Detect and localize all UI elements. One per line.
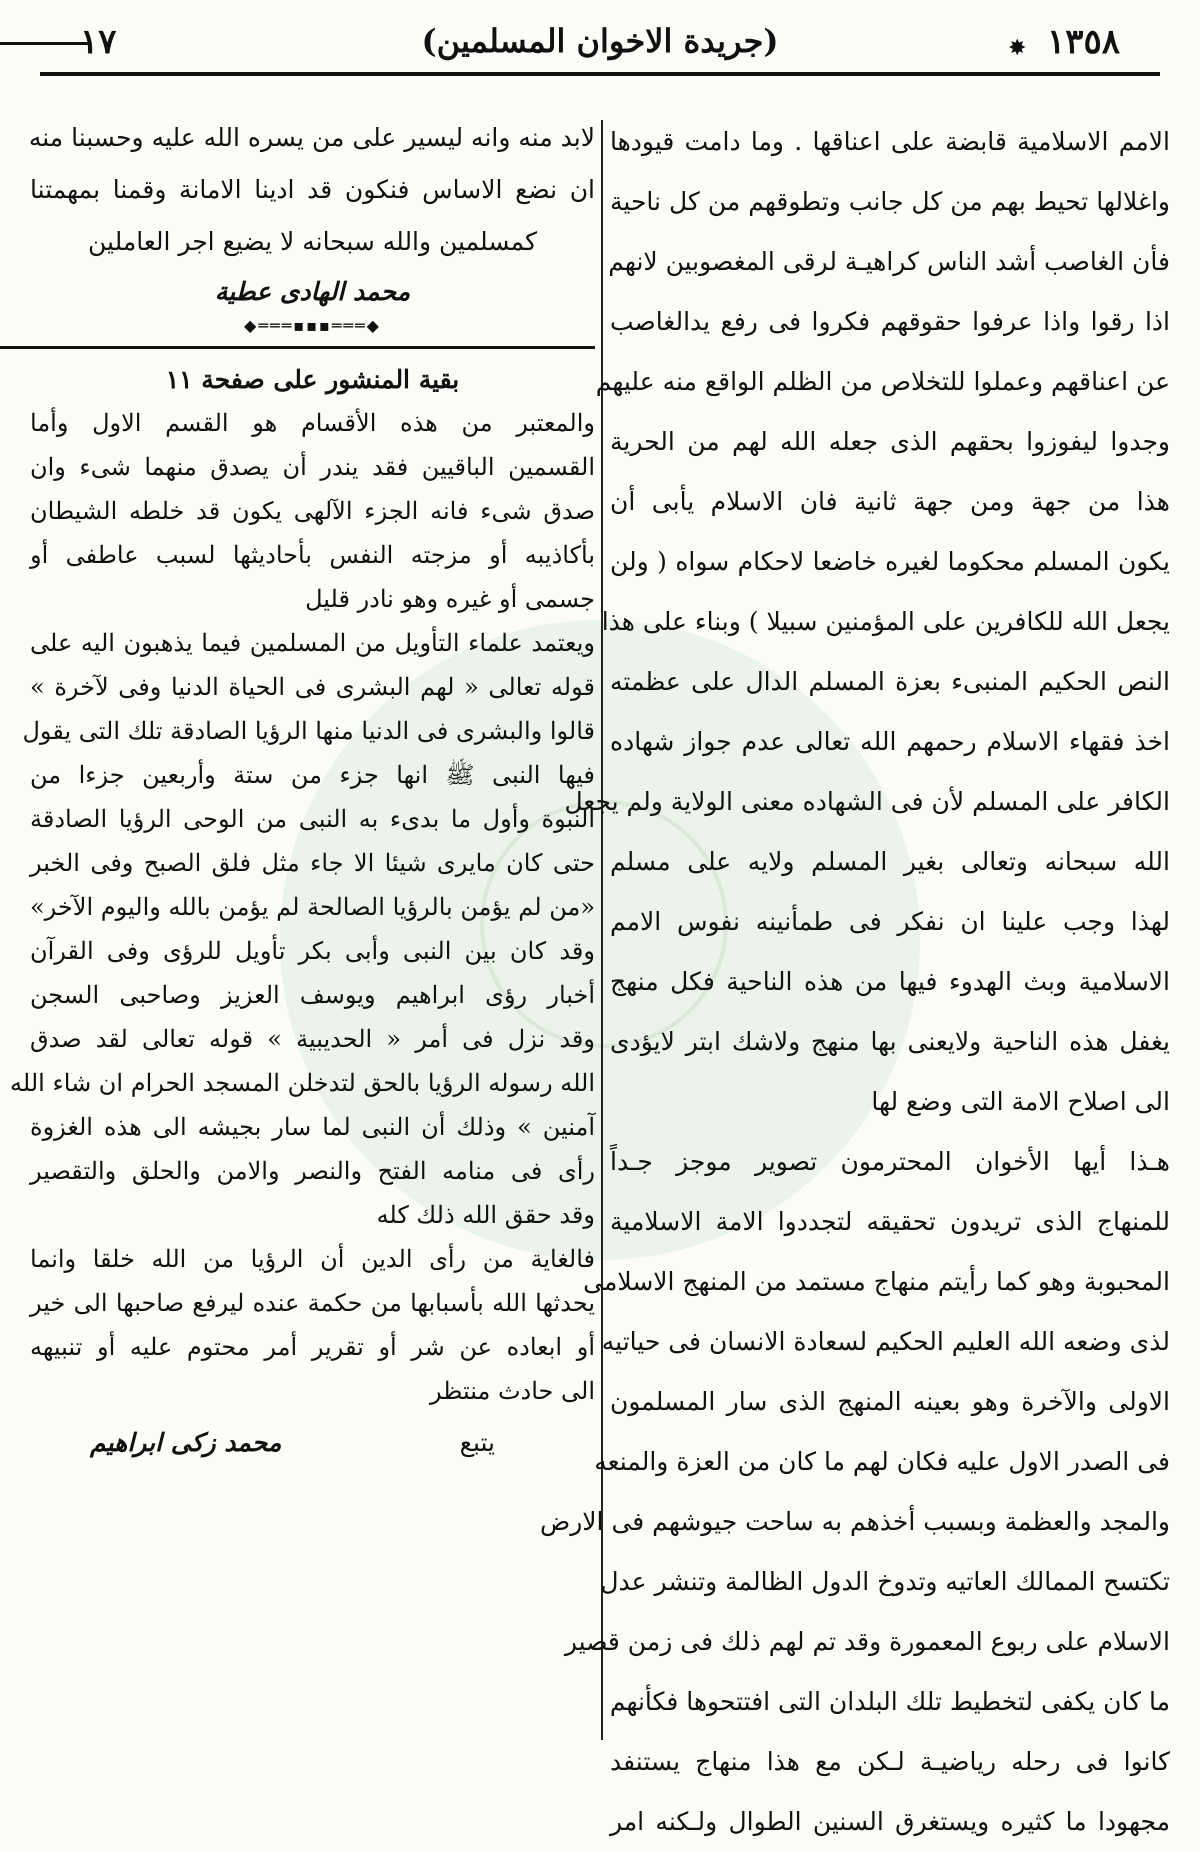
right-line: النص الحكيم المنبىء بعزة المسلم الدال على عظمته: [610, 667, 1170, 696]
header-star-icon: ✸: [1008, 36, 1027, 61]
right-line: الاسلامية وبث الهدوء فيها من هذه الناحية فكل منهج: [610, 967, 1170, 996]
right-line: اذا رقوا واذا عرفوا حقوقهم فكروا فى رفع يدالغاصب: [610, 307, 1170, 336]
article-line: صدق شىء فانه الجزء الآلهى يكون قد خلطه الشيطان: [30, 497, 595, 525]
right-line: للمنهاج الذى تريدون تحقيقه لتجددوا الامة الاسلامية: [610, 1207, 1170, 1236]
article-line: وقد حقق الله ذلك كله: [376, 1201, 595, 1229]
right-line: كانوا فى رحله رياضيـة لـكن مع هذا منهاج يستنفد: [610, 1747, 1170, 1776]
right-line: فأن الغاصب أشد الناس كراهيـة لرقى المغصوبين لانهم: [608, 247, 1170, 276]
right-line: هـذا أيها الأخوان المحترمون تصوير موجز جـداً: [610, 1147, 1170, 1176]
right-line: لهذا وجب علينا ان نفكر فى طمأنينه نفوس الامم: [610, 907, 1170, 936]
left-column: [10, 112, 596, 1473]
article-line: ويعتمد علماء التأويل من المسلمين فيما يذهبون اليه على: [30, 629, 595, 657]
article-footer: [30, 1413, 595, 1473]
right-line: الاسلام على ربوع المعمورة وقد تم لهم ذلك فى زمن قصير: [564, 1627, 1170, 1656]
right-line: الامم الاسلامية قابضة على اعناقها . وما دامت قيودها: [610, 127, 1170, 156]
right-line: ما كان يكفى لتخطيط تلك البلدان التى افتتحوها فكأنهم: [609, 1687, 1170, 1716]
article-line: آمنين » وذلك أن النبى لما سار بجيشه الى هذه الغزوة: [30, 1113, 595, 1141]
page-header: [40, 8, 1160, 76]
article-line: يحدثها الله بأسبابها من حكمة عنده ليرفع صاحبها الى خير: [30, 1289, 596, 1317]
ornament-divider: ◆═══▪▪▪═══◆: [244, 316, 381, 335]
section-divider: [0, 346, 595, 349]
continuation-heading: بقية المنشور على صفحة ١١: [165, 365, 460, 394]
article-line: قوله تعالى « لهم البشرى فى الحياة الدنيا وفى لآخرة »: [30, 673, 595, 701]
right-line: والمجد والعظمة وبسبب أخذهم به ساحت جيوشهم فى الارض: [540, 1507, 1170, 1536]
right-line: فى الصدر الاول عليه فكان لهم ما كان من العزة والمنعه: [594, 1447, 1170, 1476]
page-number: ١٧: [80, 22, 117, 62]
right-line: يغفل هذه الناحية ولايعنى بها منهج ولاشك ابتر لايؤدى: [610, 1027, 1170, 1056]
article-line: بأكاذيبه أو مزجته النفس بأحاديثها لسبب عاطفى أو: [30, 541, 595, 569]
left-intro-line: لابد منه وانه ليسير على من يسره الله عليه وحسبنا منه: [28, 123, 595, 152]
article-line: قالوا والبشرى فى الدنيا منها الرؤيا الصادقة تلك التى يقول: [22, 717, 595, 745]
header-year: ١٣٥٨: [1046, 22, 1120, 62]
continued-article: [10, 401, 596, 1413]
article-line: أو ابعاده عن شر أو تقرير أمر محتوم عليه أو تنبيهه: [30, 1333, 595, 1361]
left-intro-line: ان نضع الاساس فنكون قد ادينا الامانة وقمنا بمهمتنا: [30, 175, 595, 204]
article-line: الله رسوله الرؤيا بالحق لتدخلن المسجد الحرام ان شاء الله: [10, 1069, 595, 1097]
right-line: مجهودا ما كثيره ويستغرق السنين الطوال ولـكنه امر: [610, 1807, 1170, 1836]
right-column: [540, 112, 1170, 1852]
right-line: يكون المسلم محكوما لغيره خاضعا لاحكام سواه ( ولن: [610, 547, 1170, 576]
article-line: فالغاية من رأى الدين أن الرؤيا من الله خلقا وانما: [30, 1245, 595, 1273]
right-line: المحبوبة وهو كما رأيتم منهاج مستمد من المنهج الاسلامى: [583, 1267, 1170, 1296]
right-line: الاولى والآخرة وهو بعينه المنهج الذى سار المسلمون: [610, 1387, 1170, 1416]
article-line: وقد كان بين النبى وأبى بكر تأويل للرؤى وفى القرآن: [30, 937, 595, 965]
article-line: القسمين الباقيين فقد يندر أن يصدق منهما شىء وان: [30, 453, 595, 481]
right-line: الله سبحانه وتعالى بغير المسلم ولايه على مسلم: [610, 847, 1170, 876]
continued-label: يتبع: [459, 1428, 495, 1457]
left-intro-line: كمسلمين والله سبحانه لا يضيع اجر العاملين: [88, 227, 537, 256]
right-line: الكافر على المسلم لأن فى الشهاده معنى الولاية ولم يجعل: [564, 787, 1170, 816]
right-line: تكتسح الممالك العاتيه وتدوخ الدول الظالمة وتنشر عدل: [600, 1567, 1170, 1596]
article-author: محمد زكى ابراهيم: [90, 1428, 282, 1457]
article-line: جسمى أو غيره وهو نادر قليل: [305, 585, 595, 613]
article-line: والمعتبر من هذه الأقسام هو القسم الاول وأما: [30, 409, 595, 437]
right-line: يجعل الله للكافرين على المؤمنين سبيلا ) وبناء على هذا: [601, 607, 1170, 636]
article-line: حتى كان مايرى شيئا الا جاء مثل فلق الصبح وفى الخبر: [30, 849, 595, 877]
article-line: وقد نزل فى أمر « الحديبية » قوله تعالى لقد صدق: [30, 1025, 595, 1053]
article-line: «من لم يؤمن بالرؤيا الصالحة لم يؤمن بالله واليوم الآخر»: [30, 893, 596, 921]
article-signature: محمد الهادى عطية: [214, 277, 411, 306]
right-line: هذا من جهة ومن جهة ثانية فان الاسلام يأبى أن: [610, 487, 1170, 516]
right-line: لذى وضعه الله العليم الحكيم لسعادة الانسان فى حياتيه: [601, 1327, 1170, 1356]
right-line: اخذ فقهاء الاسلام رحمهم الله تعالى عدم جواز شهاده: [610, 727, 1170, 756]
right-line: وجدوا ليفوزوا بحقهم الذى جعله الله لهم من الحرية: [610, 427, 1170, 456]
article-line: النبوة وأول ما بدىء به النبى من الوحى الرؤيا الصادقة: [30, 805, 595, 833]
right-line: عن اعناقهم وعملوا للتخلاص من الظلم الواقع منه عليهم: [595, 367, 1170, 396]
article-line: رأى فى منامه الفتح والنصر والامن والحلق والتقصير: [30, 1157, 595, 1185]
right-line: واغلالها تحيط بهم من كل جانب وتطوقهم من كل ناحية: [610, 187, 1170, 216]
article-line: فيها النبى ﷺ انها جزء من ستة وأربعين جزءا من: [30, 761, 595, 789]
newspaper-title: (جريدة الاخوان المسلمين): [421, 22, 779, 60]
article-line: الى حادث منتظر: [430, 1377, 595, 1405]
right-line: الى اصلاح الامة التى وضع لها: [871, 1087, 1170, 1116]
article-line: أخبار رؤى ابراهيم ويوسف العزيز وصاحبى السجن: [30, 981, 595, 1009]
